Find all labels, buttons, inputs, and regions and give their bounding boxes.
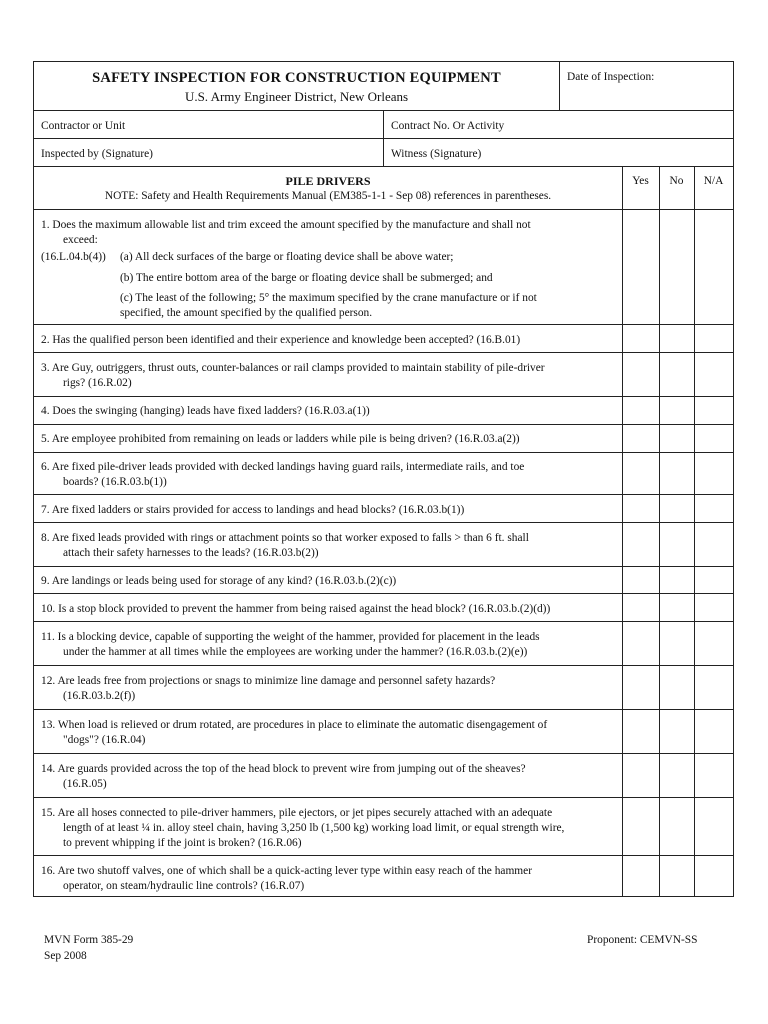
question-4: 4. Does the swinging (hanging) leads have fixed ladders? (16.R.03.a(1)) bbox=[41, 405, 370, 417]
question-2: 2. Has the qualified person been identified and their experience and knowledge been accepted? (16.B.01) bbox=[41, 334, 521, 346]
question-1-sub-c-cont: specified, the amount specified by the qualified person. bbox=[120, 307, 373, 319]
date-of-inspection-label: Date of Inspection: bbox=[567, 71, 655, 83]
question-8: 8. Are fixed leads provided with rings or attachment points so that worker exposed to falls > than 6 ft. shall attach their safety harnesses to the leads? (16.R.03.b(2)) bbox=[41, 532, 529, 559]
question-10: 10. Is a stop block provided to prevent the hammer from being raised against the head block? (16.R.03.b.(2)(d)) bbox=[41, 603, 551, 615]
question-1-sub-b: (b) The entire bottom area of the barge or floating device shall be submerged; and bbox=[120, 272, 493, 284]
witness-label: Witness (Signature) bbox=[391, 148, 482, 160]
section-note: NOTE: Safety and Health Requirements Manual (EM385-1-1 - Sep 08) references in parentheses. bbox=[104, 190, 552, 202]
form-title: SAFETY INSPECTION FOR CONSTRUCTION EQUIPMENT bbox=[92, 70, 501, 86]
question-6: 6. Are fixed pile-driver leads provided with decked landings having guard rails, intermediate rails, and toe boards? (16.R.03.b(1)) bbox=[41, 461, 525, 488]
question-11: 11. Is a blocking device, capable of supporting the weight of the hammer, provided for placement in the leads under the hammer at all times while the employees are working under the hammer? (16.R.03.b.(2)(e)) bbox=[41, 631, 540, 658]
section-title: PILE DRIVERS bbox=[285, 174, 371, 188]
question-13: 13. When load is relieved or drum rotated, are procedures in place to eliminate the automatic disengagement of "dogs"? (16.R.04) bbox=[41, 719, 548, 746]
question-5: 5. Are employee prohibited from remaining on leads or ladders while pile is being driven? (16.R.03.a(2)) bbox=[41, 433, 520, 445]
question-1-sub-c: (c) The least of the following; 5° the maximum specified by the crane manufacture or if not bbox=[120, 292, 537, 304]
question-7: 7. Are fixed ladders or stairs provided for access to landings and head blocks? (16.R.03.b(1)) bbox=[41, 504, 465, 516]
footer-proponent: Proponent: CEMVN-SS bbox=[587, 934, 698, 946]
yes-column-header: Yes bbox=[632, 175, 649, 187]
footer-form-id: MVN Form 385-29 Sep 2008 bbox=[44, 934, 134, 962]
contract-no-label: Contract No. Or Activity bbox=[391, 120, 505, 132]
question-16: 16. Are two shutoff valves, one of which shall be a quick-acting lever type within easy reach of the hammer operator, on steam/hydraulic line controls? (16.R.07) bbox=[41, 865, 533, 892]
question-1-reference: (16.L.04.b(4)) bbox=[41, 251, 106, 263]
district-subtitle: U.S. Army Engineer District, New Orleans bbox=[184, 89, 409, 104]
question-3: 3. Are Guy, outriggers, thrust outs, counter-balances or rail clamps provided to maintain stability of pile-driver rigs? (16.R.02) bbox=[41, 362, 545, 389]
question-9: 9. Are landings or leads being used for storage of any kind? (16.R.03.b.(2)(c)) bbox=[41, 575, 397, 587]
question-12: 12. Are leads free from projections or snags to minimize line damage and personnel safety hazards? (16.R.03.b.2(f)) bbox=[41, 675, 496, 702]
inspected-by-label: Inspected by (Signature) bbox=[41, 148, 153, 160]
contractor-label: Contractor or Unit bbox=[41, 120, 126, 132]
question-14: 14. Are guards provided across the top of the head block to prevent wire from jumping out of the sheaves? (16.R.05) bbox=[41, 763, 526, 790]
question-15: 15. Are all hoses connected to pile-driver hammers, pile ejectors, or jet pipes securely attached with an adequate length of at least ¼ in. alloy steel chain, having 3,250 lb (1,500 kg) working load limit, or equal strength wire, to prevent whipping if the joint is broken? (16.R.06) bbox=[41, 807, 565, 849]
na-column-header: N/A bbox=[703, 175, 724, 187]
question-1: 1. Does the maximum allowable list and trim exceed the amount specified by the manufacture and shall not exceed: bbox=[41, 219, 531, 246]
no-column-header: No bbox=[669, 175, 684, 187]
question-1-sub-a: (a) All deck surfaces of the barge or floating device shall be above water; bbox=[120, 251, 454, 263]
date-of-inspection-field[interactable] bbox=[560, 86, 732, 108]
inspection-form bbox=[33, 61, 734, 897]
